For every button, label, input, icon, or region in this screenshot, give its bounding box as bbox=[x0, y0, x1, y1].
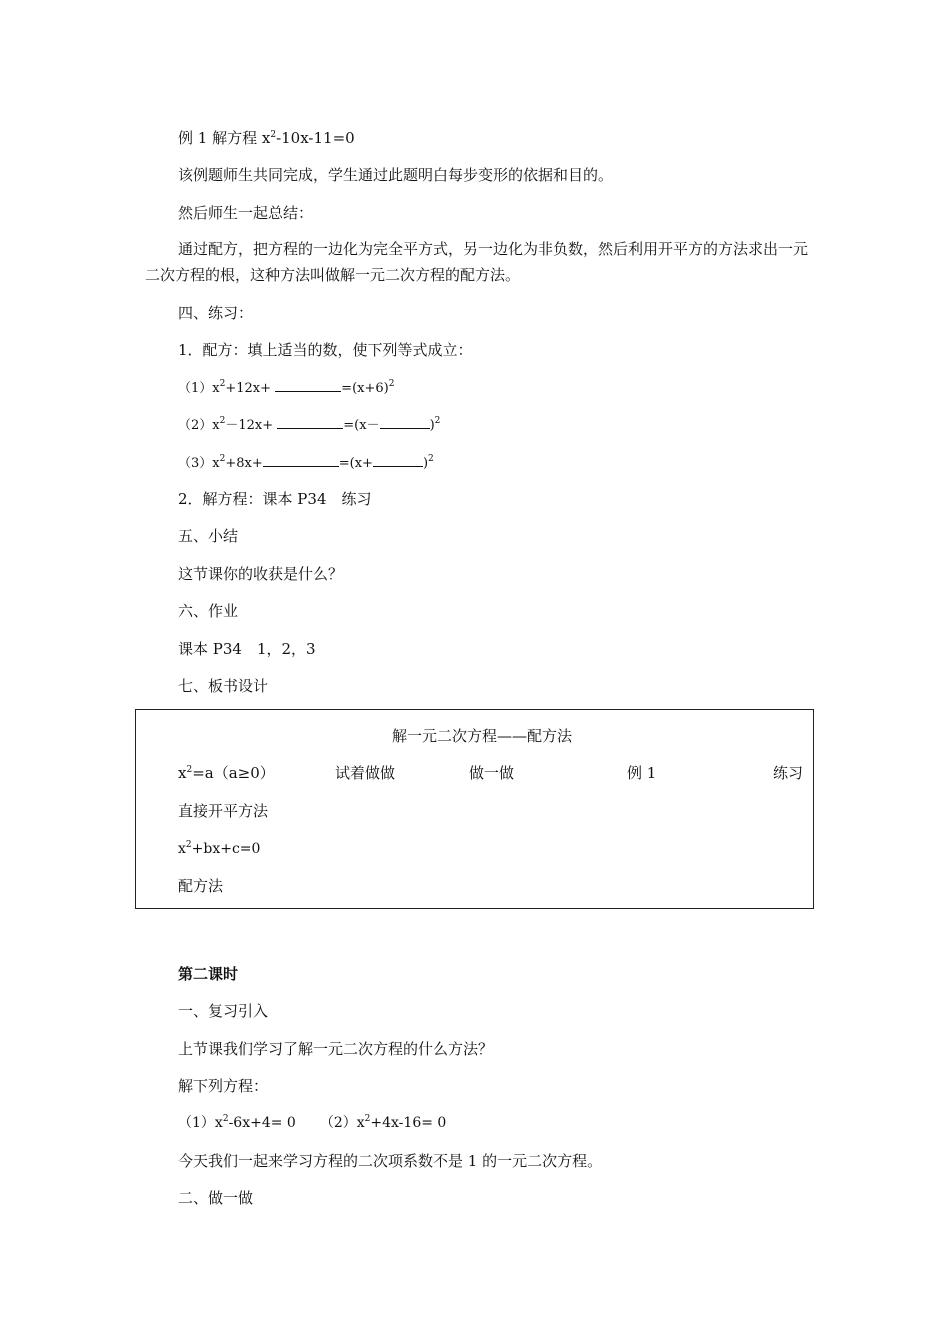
lesson-2-heading: 第二课时 bbox=[178, 965, 239, 983]
section-heading-homework: 六、作业 bbox=[178, 602, 239, 620]
board-row-direct-sqrt: 直接开平方法 bbox=[178, 802, 269, 820]
term: ) bbox=[429, 418, 435, 433]
term: =(x－ bbox=[343, 418, 380, 433]
term: +4x-16= 0 bbox=[370, 1115, 447, 1131]
paragraph-review-question: 上节课我们学习了解一元二次方程的什么方法？ bbox=[178, 1040, 494, 1058]
homework-text: 课本 P34 1，2，3 bbox=[178, 640, 316, 658]
item-number: （3） bbox=[178, 456, 213, 471]
example-1-heading bbox=[178, 128, 355, 148]
exponent: 2 bbox=[219, 379, 226, 389]
board-col-do: 做一做 bbox=[469, 764, 515, 782]
eq-x: x bbox=[261, 129, 271, 147]
item-number: （2） bbox=[178, 418, 213, 433]
answer-blank[interactable] bbox=[275, 376, 341, 392]
exercise-item-1 bbox=[178, 376, 394, 399]
paragraph-summary-intro: 然后师生一起总结： bbox=[178, 204, 314, 222]
item-number: （1） bbox=[178, 381, 213, 396]
term: －12x+ bbox=[225, 418, 274, 433]
answer-blank[interactable] bbox=[263, 451, 339, 467]
exponent: 2 bbox=[219, 416, 226, 426]
section-heading-summary: 五、小结 bbox=[178, 527, 239, 545]
term: -6x+4= 0 bbox=[228, 1115, 296, 1131]
board-col-try: 试着做做 bbox=[335, 764, 396, 782]
exercise-1-heading: 1．配方：填上适当的数，使下列等式成立： bbox=[178, 341, 473, 359]
term-x: x bbox=[178, 764, 187, 782]
paragraph-example-note: 该例题师生共同完成，学生通过此题明白每步变形的依据和目的。 bbox=[178, 166, 614, 184]
exponent: 2 bbox=[434, 416, 441, 426]
exercise-item-3 bbox=[178, 451, 434, 474]
section-heading-review: 一、复习引入 bbox=[178, 1002, 269, 1020]
term: =a（a≥0） bbox=[192, 764, 275, 782]
exponent: 2 bbox=[185, 840, 192, 850]
item-number: （1） bbox=[178, 1115, 215, 1131]
review-equations bbox=[178, 1113, 446, 1133]
term-x: x bbox=[214, 1115, 223, 1131]
term: +bx+c=0 bbox=[191, 841, 261, 857]
exercise-2-heading: 2．解方程：课本 P34 练习 bbox=[178, 490, 372, 508]
paragraph-reflection: 这节课你的收获是什么？ bbox=[178, 565, 344, 583]
answer-blank[interactable] bbox=[277, 413, 343, 429]
board-row-general-eq bbox=[178, 839, 260, 859]
term: +8x+ bbox=[225, 456, 263, 471]
eq-exponent: 2 bbox=[270, 130, 277, 140]
board-row-completing-square: 配方法 bbox=[178, 877, 224, 895]
exponent: 2 bbox=[186, 765, 193, 775]
paragraph-method-definition: 通过配方，把方程的一边化为完全平方式，另一边化为非负数，然后利用开平方的方法求出一元二次方程的根，这种方法叫做解一元二次方程的配方法。 bbox=[145, 240, 809, 284]
item-number: （2） bbox=[319, 1115, 357, 1131]
term-x: x bbox=[212, 456, 220, 471]
answer-blank[interactable] bbox=[380, 413, 430, 429]
paragraph-solve-intro: 解下列方程： bbox=[178, 1077, 269, 1095]
term: ) bbox=[422, 456, 429, 471]
exponent: 2 bbox=[222, 1114, 229, 1124]
term: =(x+6) bbox=[341, 381, 389, 396]
example-label: 例 1 解方程 bbox=[178, 129, 262, 147]
term-x: x bbox=[212, 418, 220, 433]
exercise-item-2 bbox=[178, 413, 440, 436]
term-x: x bbox=[356, 1115, 365, 1131]
paragraph-today-topic: 今天我们一起来学习方程的二次项系数不是 1 的一元二次方程。 bbox=[178, 1152, 603, 1170]
term: +12x+ bbox=[225, 381, 272, 396]
board-col-example: 例 1 bbox=[627, 764, 657, 782]
section-heading-practice: 四、练习： bbox=[178, 304, 254, 322]
board-title: 解一元二次方程——配方法 bbox=[392, 727, 573, 745]
exponent: 2 bbox=[219, 454, 226, 464]
eq-rest: -10x-11=0 bbox=[276, 129, 355, 147]
exponent: 2 bbox=[388, 379, 395, 389]
term-x: x bbox=[212, 381, 220, 396]
exponent: 2 bbox=[428, 454, 434, 464]
section-heading-board-design: 七、板书设计 bbox=[178, 677, 269, 695]
term: =(x+ bbox=[338, 456, 373, 471]
term-x: x bbox=[178, 841, 186, 857]
section-heading-do-it: 二、做一做 bbox=[178, 1189, 254, 1207]
board-col-direct bbox=[178, 763, 275, 783]
answer-blank[interactable] bbox=[373, 451, 423, 467]
board-col-practice: 练习 bbox=[773, 764, 804, 782]
exponent: 2 bbox=[364, 1114, 371, 1124]
